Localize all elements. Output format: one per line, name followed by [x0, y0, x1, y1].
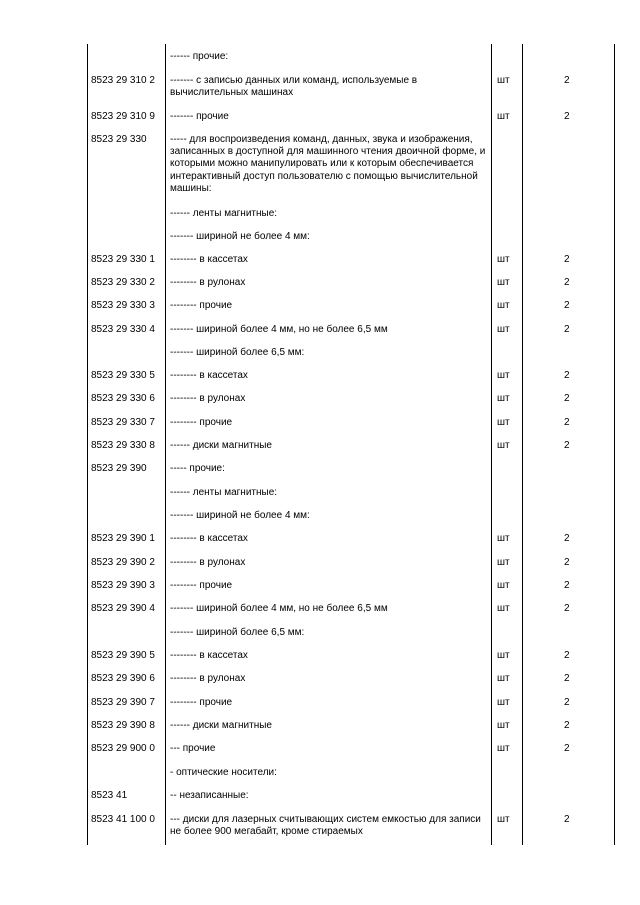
- quantity-value: 2: [564, 697, 570, 708]
- commodity-description: -------- в рулонах: [170, 277, 246, 288]
- unit-of-measure: шт: [497, 440, 510, 451]
- quantity-value: 2: [564, 75, 570, 86]
- commodity-code: 8523 29 330 6: [91, 393, 155, 404]
- commodity-code: 8523 41 100 0: [91, 814, 155, 825]
- commodity-description: -------- в рулонах: [170, 393, 246, 404]
- commodity-description: ------- шириной более 6,5 мм:: [170, 347, 305, 358]
- commodity-code: 8523 29 310 2: [91, 75, 155, 86]
- unit-of-measure: шт: [497, 254, 510, 265]
- column-divider: [614, 44, 615, 845]
- quantity-value: 2: [564, 720, 570, 731]
- quantity-value: 2: [564, 277, 570, 288]
- unit-of-measure: шт: [497, 75, 510, 86]
- quantity-value: 2: [564, 300, 570, 311]
- quantity-value: 2: [564, 417, 570, 428]
- commodity-description: -------- прочие: [170, 300, 233, 311]
- commodity-code: 8523 29 330 3: [91, 300, 155, 311]
- unit-of-measure: шт: [497, 324, 510, 335]
- commodity-code: 8523 29 390 3: [91, 580, 155, 591]
- commodity-description: ----- для воспроизведения команд, данных, звука и изображения, записанных в доступной для машинного чтения двоичной форме, и которыми можно манипулировать или к которым обеспечивается интерактивный доступ пользователю с помощью вычислительной машины:: [170, 134, 486, 194]
- unit-of-measure: шт: [497, 697, 510, 708]
- commodity-description: -- незаписанные:: [170, 790, 249, 801]
- quantity-value: 2: [564, 254, 570, 265]
- commodity-description: ----- прочие:: [170, 463, 225, 474]
- quantity-value: 2: [564, 650, 570, 661]
- quantity-value: 2: [564, 440, 570, 451]
- commodity-code: 8523 29 330: [91, 134, 147, 145]
- quantity-value: 2: [564, 393, 570, 404]
- quantity-value: 2: [564, 557, 570, 568]
- unit-of-measure: шт: [497, 580, 510, 591]
- commodity-description: -------- прочие: [170, 697, 233, 708]
- commodity-description: -------- в кассетах: [170, 254, 248, 265]
- unit-of-measure: шт: [497, 603, 510, 614]
- column-divider: [491, 44, 492, 845]
- unit-of-measure: шт: [497, 533, 510, 544]
- commodity-code: 8523 29 330 4: [91, 324, 155, 335]
- commodity-code: 8523 29 390 5: [91, 650, 155, 661]
- column-divider: [165, 44, 166, 845]
- unit-of-measure: шт: [497, 393, 510, 404]
- commodity-description: ------- прочие: [170, 111, 229, 122]
- unit-of-measure: шт: [497, 557, 510, 568]
- commodity-code: 8523 29 390 4: [91, 603, 155, 614]
- commodity-description: ------- шириной не более 4 мм:: [170, 231, 310, 242]
- unit-of-measure: шт: [497, 743, 510, 754]
- quantity-value: 2: [564, 324, 570, 335]
- commodity-code: 8523 41: [91, 790, 128, 801]
- commodity-code: 8523 29 390 7: [91, 697, 155, 708]
- commodity-description: ------ прочие:: [170, 51, 229, 62]
- unit-of-measure: шт: [497, 111, 510, 122]
- commodity-code: 8523 29 330 7: [91, 417, 155, 428]
- commodity-code: 8523 29 390: [91, 463, 147, 474]
- column-divider: [87, 44, 88, 845]
- commodity-description: -------- в кассетах: [170, 650, 248, 661]
- commodity-description: -------- в кассетах: [170, 533, 248, 544]
- column-divider: [522, 44, 523, 845]
- commodity-code: 8523 29 330 5: [91, 370, 155, 381]
- commodity-code: 8523 29 390 1: [91, 533, 155, 544]
- unit-of-measure: шт: [497, 814, 510, 825]
- quantity-value: 2: [564, 533, 570, 544]
- unit-of-measure: шт: [497, 650, 510, 661]
- commodity-description: ------- с записью данных или команд, используемые в вычислительных машинах: [170, 75, 418, 99]
- commodity-code: 8523 29 390 6: [91, 673, 155, 684]
- commodity-code: 8523 29 330 2: [91, 277, 155, 288]
- quantity-value: 2: [564, 673, 570, 684]
- unit-of-measure: шт: [497, 300, 510, 311]
- commodity-code: 8523 29 390 8: [91, 720, 155, 731]
- commodity-code: 8523 29 390 2: [91, 557, 155, 568]
- commodity-description: -------- в кассетах: [170, 370, 248, 381]
- quantity-value: 2: [564, 603, 570, 614]
- unit-of-measure: шт: [497, 720, 510, 731]
- commodity-description: - оптические носители:: [170, 767, 277, 778]
- commodity-description: --- диски для лазерных считывающих систем емкостью для записи не более 900 мегабайт, кроме стираемых: [170, 814, 481, 838]
- unit-of-measure: шт: [497, 277, 510, 288]
- commodity-description: ------- шириной не более 4 мм:: [170, 510, 310, 521]
- commodity-description: ------ диски магнитные: [170, 720, 272, 731]
- commodity-description: ------- шириной более 4 мм, но не более 6,5 мм: [170, 324, 388, 335]
- commodity-description: -------- прочие: [170, 417, 233, 428]
- quantity-value: 2: [564, 743, 570, 754]
- commodity-code: 8523 29 310 9: [91, 111, 155, 122]
- quantity-value: 2: [564, 370, 570, 381]
- commodity-description: -------- в рулонах: [170, 557, 246, 568]
- commodity-description: ------ ленты магнитные:: [170, 487, 278, 498]
- quantity-value: 2: [564, 814, 570, 825]
- commodity-description: ------ ленты магнитные:: [170, 208, 278, 219]
- unit-of-measure: шт: [497, 417, 510, 428]
- commodity-description: --- прочие: [170, 743, 216, 754]
- commodity-code: 8523 29 330 8: [91, 440, 155, 451]
- unit-of-measure: шт: [497, 370, 510, 381]
- commodity-description: ------ диски магнитные: [170, 440, 272, 451]
- quantity-value: 2: [564, 111, 570, 122]
- unit-of-measure: шт: [497, 673, 510, 684]
- commodity-code: 8523 29 330 1: [91, 254, 155, 265]
- commodity-code: 8523 29 900 0: [91, 743, 155, 754]
- commodity-description: -------- прочие: [170, 580, 233, 591]
- quantity-value: 2: [564, 580, 570, 591]
- commodity-description: -------- в рулонах: [170, 673, 246, 684]
- commodity-description: ------- шириной более 4 мм, но не более 6,5 мм: [170, 603, 388, 614]
- commodity-description: ------- шириной более 6,5 мм:: [170, 627, 305, 638]
